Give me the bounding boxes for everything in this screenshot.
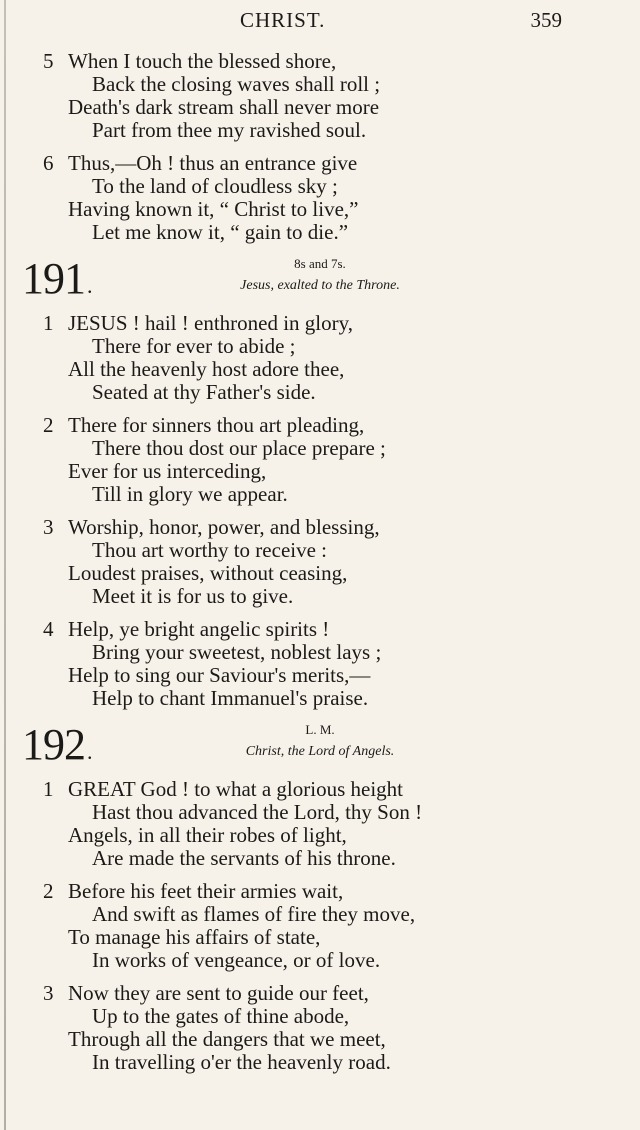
verse-line-text: And swift as flames of fire they move, bbox=[92, 902, 416, 926]
verse bbox=[0, 516, 640, 608]
verse-line-text: Death's dark stream shall never more bbox=[68, 95, 380, 119]
verse-line-text: Part from thee my ravished soul. bbox=[92, 118, 367, 142]
verse-line bbox=[0, 880, 640, 903]
verse-line-text: GREAT God ! to what a glorious height bbox=[68, 777, 403, 801]
running-title: CHRIST. bbox=[240, 8, 326, 32]
verse-line bbox=[0, 664, 640, 687]
verse-line-text: There for sinners thou art pleading, bbox=[68, 413, 365, 437]
verse-line-text: Back the closing waves shall roll ; bbox=[92, 72, 381, 96]
verse-line-text: Help to chant Immanuel's praise. bbox=[92, 686, 369, 710]
hymn-subtitle: Christ, the Lord of Angels. bbox=[245, 744, 395, 759]
verse-line bbox=[0, 437, 640, 460]
verse-line bbox=[0, 152, 640, 175]
hymn-subtitle: Jesus, exalted to the Throne. bbox=[240, 278, 400, 293]
verse-line bbox=[0, 96, 640, 119]
verse-line bbox=[0, 778, 640, 801]
verse-line bbox=[0, 949, 640, 972]
verse-number: 4 bbox=[43, 617, 54, 641]
verse-line-text: All the heavenly host adore thee, bbox=[68, 357, 345, 381]
verse bbox=[0, 778, 640, 870]
verse-line-text: Till in glory we appear. bbox=[92, 482, 288, 506]
verse-line bbox=[0, 687, 640, 710]
verse-line-text: Hast thou advanced the Lord, thy Son ! bbox=[92, 800, 423, 824]
verse-line bbox=[0, 562, 640, 585]
verse-line-text: When I touch the blessed shore, bbox=[68, 49, 337, 73]
verse-line-text: Worship, honor, power, and blessing, bbox=[68, 515, 380, 539]
page-header bbox=[0, 8, 640, 38]
hymn-heading bbox=[0, 254, 640, 304]
verse-line-text: Thou art worthy to receive : bbox=[92, 538, 327, 562]
verse-number: 3 bbox=[43, 515, 54, 539]
verse-line bbox=[0, 824, 640, 847]
verse-line bbox=[0, 221, 640, 244]
verse-line-text: Angels, in all their robes of light, bbox=[68, 823, 347, 847]
verse-line bbox=[0, 335, 640, 358]
verse-line bbox=[0, 119, 640, 142]
verse-line bbox=[0, 50, 640, 73]
verse bbox=[0, 50, 640, 142]
verse-line-text: Help to sing our Saviour's merits,— bbox=[68, 663, 371, 687]
verse-line-text: Up to the gates of thine abode, bbox=[92, 1004, 350, 1028]
hymn-meter: L. M. bbox=[305, 722, 335, 737]
verse bbox=[0, 880, 640, 972]
verse-line bbox=[0, 73, 640, 96]
verse-line bbox=[0, 1051, 640, 1074]
verse bbox=[0, 618, 640, 710]
verse-line-text: Now they are sent to guide our feet, bbox=[68, 981, 369, 1005]
verse-number: 5 bbox=[43, 49, 54, 73]
page-content bbox=[0, 50, 640, 1084]
verse-line bbox=[0, 516, 640, 539]
verse-line-text: Through all the dangers that we meet, bbox=[68, 1027, 386, 1051]
verse-line bbox=[0, 618, 640, 641]
verse-line bbox=[0, 903, 640, 926]
page-number: 359 bbox=[530, 8, 562, 32]
verse-line-text: In works of vengeance, or of love. bbox=[92, 948, 381, 972]
verse-line bbox=[0, 381, 640, 404]
verse-line bbox=[0, 1005, 640, 1028]
verse-line bbox=[0, 175, 640, 198]
verse-number: 1 bbox=[43, 777, 54, 801]
verse bbox=[0, 312, 640, 404]
verse-line-text: In travelling o'er the heavenly road. bbox=[92, 1050, 391, 1074]
verse-line bbox=[0, 312, 640, 335]
verse-line bbox=[0, 926, 640, 949]
verse-number: 2 bbox=[43, 879, 54, 903]
verse-line-text: To manage his affairs of state, bbox=[68, 925, 321, 949]
verse-line bbox=[0, 801, 640, 824]
verse-line bbox=[0, 460, 640, 483]
verse-line bbox=[0, 539, 640, 562]
verse-line-text: Are made the servants of his throne. bbox=[92, 846, 396, 870]
verse-line bbox=[0, 483, 640, 506]
verse-line-text: Having known it, “ Christ to live,” bbox=[68, 197, 359, 221]
verse-line-text: Seated at thy Father's side. bbox=[92, 380, 316, 404]
verse-line-text: There for ever to abide ; bbox=[92, 334, 296, 358]
verse-line-text: To the land of cloudless sky ; bbox=[92, 174, 338, 198]
verse-line-text: Ever for us interceding, bbox=[68, 459, 267, 483]
verse-number: 2 bbox=[43, 413, 54, 437]
verse-line-text: Bring your sweetest, noblest lays ; bbox=[92, 640, 382, 664]
hymn-heading bbox=[0, 720, 640, 770]
verse-line-text: Meet it is for us to give. bbox=[92, 584, 294, 608]
verse-line bbox=[0, 198, 640, 221]
verse-line-text: Let me know it, “ gain to die.” bbox=[92, 220, 349, 244]
verse-line bbox=[0, 585, 640, 608]
hymn-meter: 8s and 7s. bbox=[294, 256, 346, 271]
verse-line-text: Thus,—Oh ! thus an entrance give bbox=[68, 151, 358, 175]
verse-line bbox=[0, 982, 640, 1005]
hymn-number: 191 . bbox=[22, 254, 92, 311]
verse bbox=[0, 982, 640, 1074]
verse-line-text: JESUS ! hail ! enthroned in glory, bbox=[68, 311, 354, 335]
verse-line-text: Before his feet their armies wait, bbox=[68, 879, 344, 903]
verse-number: 6 bbox=[43, 151, 54, 175]
verse-line bbox=[0, 641, 640, 664]
hymn-number: 192 . bbox=[22, 720, 92, 777]
verse-number: 1 bbox=[43, 311, 54, 335]
verse-line-text: Help, ye bright angelic spirits ! bbox=[68, 617, 330, 641]
verse-line-text: Loudest praises, without ceasing, bbox=[68, 561, 348, 585]
verse bbox=[0, 414, 640, 506]
verse-line-text: There thou dost our place prepare ; bbox=[92, 436, 386, 460]
verse-line bbox=[0, 414, 640, 437]
verse-line bbox=[0, 1028, 640, 1051]
verse-line bbox=[0, 847, 640, 870]
verse bbox=[0, 152, 640, 244]
verse-line bbox=[0, 358, 640, 381]
verse-number: 3 bbox=[43, 981, 54, 1005]
